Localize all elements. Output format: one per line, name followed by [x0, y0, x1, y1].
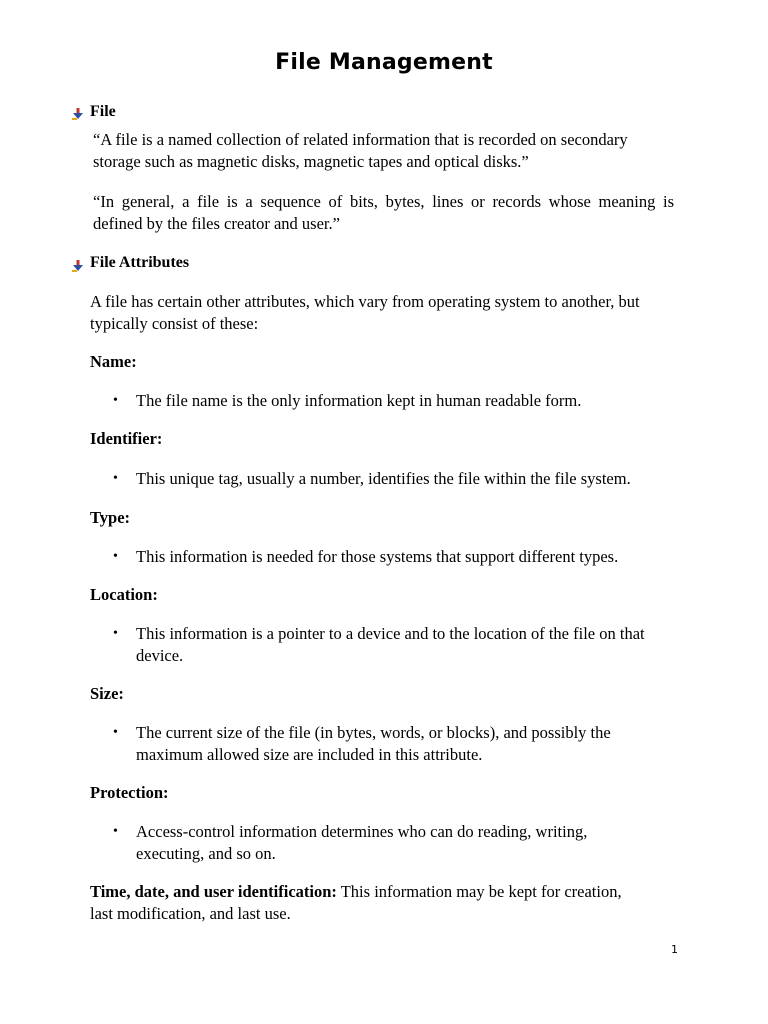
attribute-size-text-line-2: maximum allowed size are included in this attribute.: [136, 745, 483, 764]
attributes-intro-line-1: A file has certain other attributes, which vary from operating system to another, but: [90, 292, 640, 311]
list-bullet: •: [113, 471, 118, 486]
attribute-heading-time-date: Time, date, and user identification:: [90, 882, 337, 901]
list-bullet: •: [113, 626, 118, 641]
attribute-protection-text-line-1: Access-control information determines who can do reading, writing,: [136, 822, 588, 841]
attribute-time-date-text: This information may be kept for creation,: [336, 882, 622, 901]
file-definition-line-2: storage such as magnetic disks, magnetic tapes and optical disks.”: [93, 152, 529, 171]
attribute-heading-name: Name:: [90, 352, 137, 371]
arrow-bullet-icon: [72, 108, 84, 120]
list-bullet: •: [113, 725, 118, 740]
attribute-name-text: The file name is the only information kept in human readable form.: [136, 391, 582, 410]
list-bullet: •: [113, 393, 118, 408]
attribute-size-text-line-1: The current size of the file (in bytes, words, or blocks), and possibly the: [136, 723, 611, 742]
file-general-line-1: “In general, a file is a sequence of bits, bytes, lines or records whose meaning is: [93, 192, 674, 211]
page-title: File Management: [275, 50, 493, 75]
attribute-heading-identifier: Identifier:: [90, 429, 163, 448]
list-bullet: •: [113, 549, 118, 564]
attribute-heading-type: Type:: [90, 508, 131, 527]
attribute-identifier-text: This unique tag, usually a number, identifies the file within the file system.: [136, 469, 631, 488]
attribute-heading-protection: Protection:: [90, 783, 169, 802]
attribute-heading-size: Size:: [90, 684, 124, 703]
attribute-type-text: This information is needed for those systems that support different types.: [136, 547, 619, 566]
attributes-intro-line-2: typically consist of these:: [90, 314, 259, 333]
attribute-location-text-line-2: device.: [136, 646, 184, 665]
section-heading-file: File: [90, 103, 116, 120]
arrow-bullet-icon: [72, 260, 84, 272]
attribute-time-date-line-1: [90, 881, 622, 903]
file-definition-line-1: “A file is a named collection of related information that is recorded on secondary: [93, 130, 628, 149]
section-heading-file-attributes: File Attributes: [90, 254, 190, 271]
list-bullet: •: [113, 824, 118, 839]
attribute-location-text-line-1: This information is a pointer to a device and to the location of the file on that: [136, 624, 645, 643]
page-number: 1: [671, 943, 678, 956]
attribute-heading-location: Location:: [90, 585, 158, 604]
attribute-time-date-line-2: last modification, and last use.: [90, 904, 291, 923]
attribute-protection-text-line-2: executing, and so on.: [136, 844, 276, 863]
file-general-line-2: defined by the files creator and user.”: [93, 214, 340, 233]
